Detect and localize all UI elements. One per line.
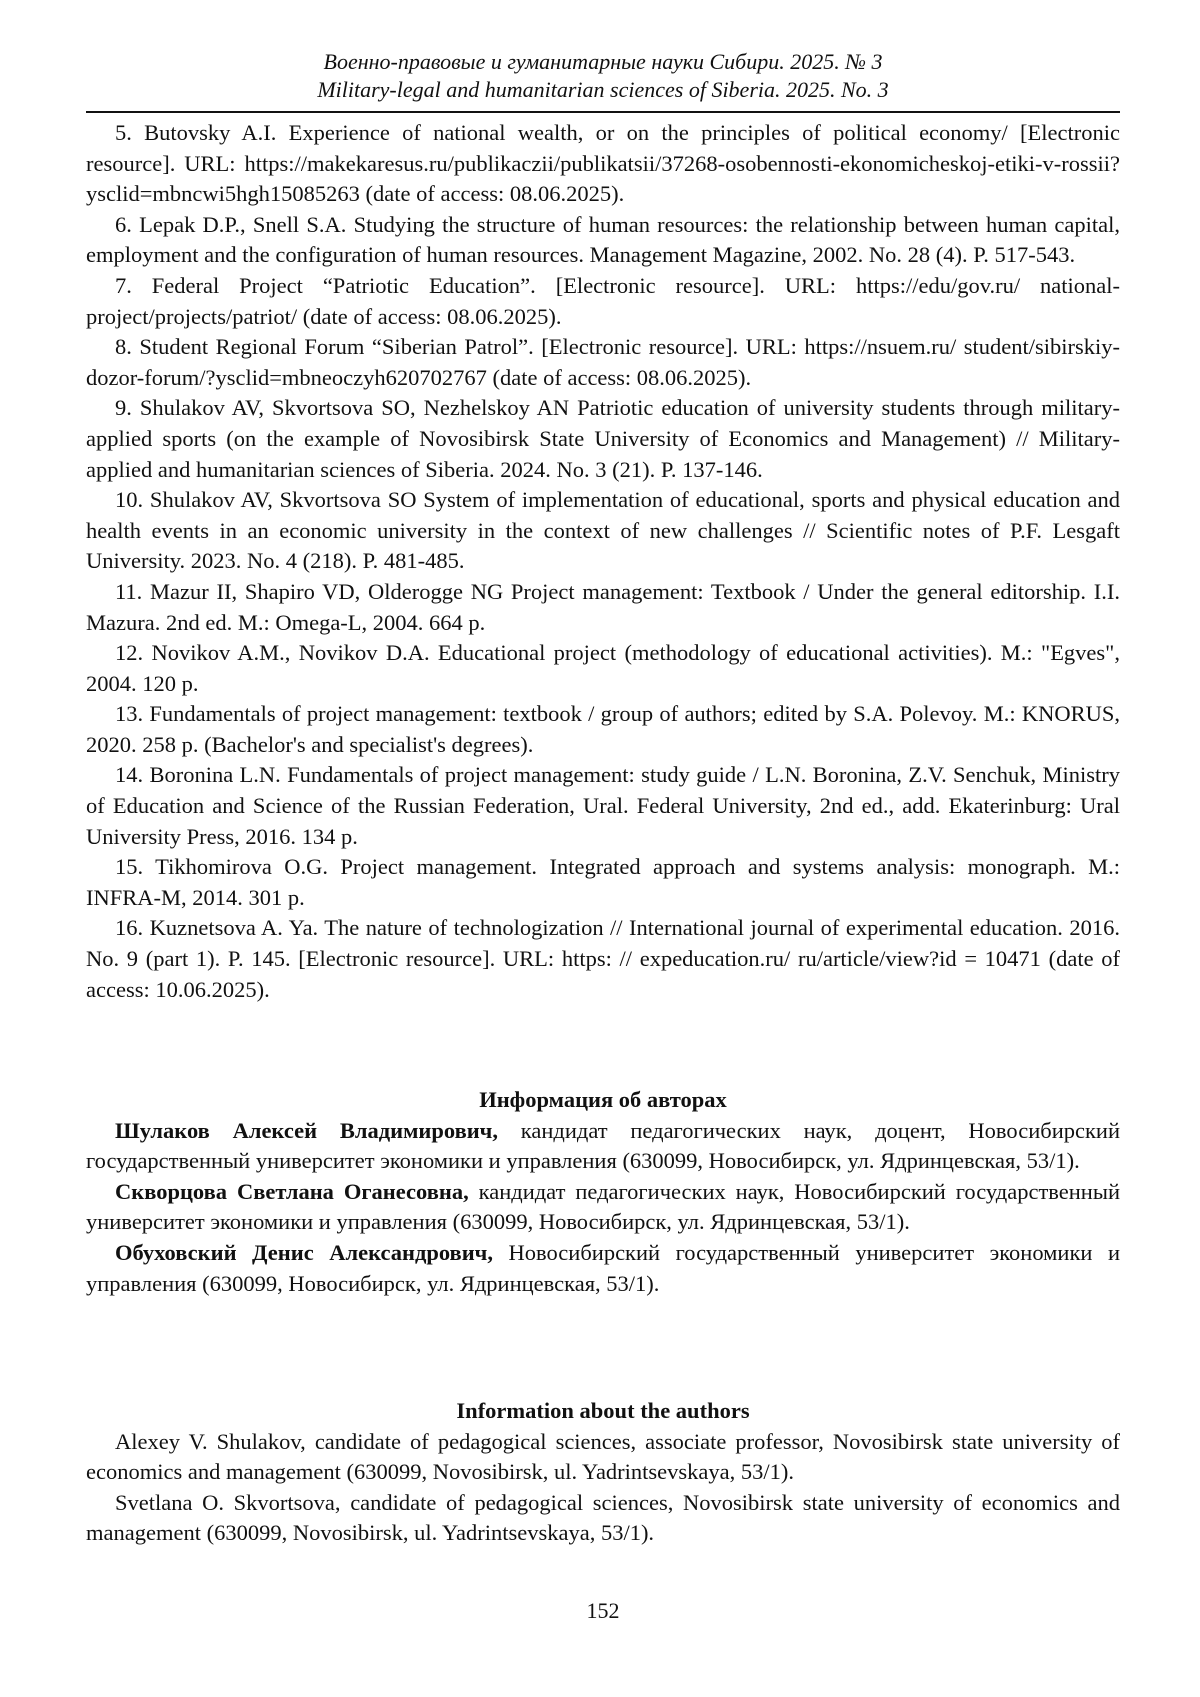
reference-item: 10. Shulakov AV, Skvortsova SO System of implementation of educational, sports and physical education and health events in an economic university in the context of new challenges // Scientific notes of P.F. Lesgaft University. 2023. No. 4 (218). P. 481-485. bbox=[86, 487, 1120, 574]
reference-item: 9. Shulakov AV, Skvortsova SO, Nezhelskoy AN Patriotic education of university students through military-applied sports (on the example of Novosibirsk State University of Economics and Management) // Military-applied and humanitarian sciences of Siberia. 2024. No. 3 (21). P. 137-146. bbox=[86, 395, 1120, 482]
author-entry-en: Svetlana O. Skvortsova, candidate of pedagogical sciences, Novosibirsk state university of economics and management (630099, Novosibirsk, ul. Yadrintsevskaya, 53/1). bbox=[86, 1489, 1120, 1546]
author-name: Скворцова Светлана Оганесовна, bbox=[115, 1178, 469, 1204]
author-name: Шулаков Алексей Владимирович, bbox=[115, 1117, 498, 1143]
author-entry-en: Alexey V. Shulakov, candidate of pedagogical sciences, associate professor, Novosibirsk state university of economics and management (630099, Novosibirsk, ul. Yadrintsevskaya, 53/1). bbox=[86, 1428, 1120, 1485]
authors-en-title: Information about the authors bbox=[456, 1398, 750, 1423]
reference-item: 13. Fundamentals of project management: textbook / group of authors; edited by S.A. Polevoy. M.: KNORUS, 2020. 258 p. (Bachelor's and specialist's degrees). bbox=[86, 701, 1120, 757]
author-entry bbox=[86, 1116, 1120, 1177]
reference-list bbox=[86, 118, 1120, 1005]
author-details: кандидат педагогических наук, доцент, Новосибирский государственный университет экономики и управления (630099, Новосибирск, ул. Ядринцевская, 53/1). bbox=[86, 1117, 1120, 1174]
author-entry bbox=[86, 1238, 1120, 1299]
reference-item: 16. Kuznetsova A. Ya. The nature of technologization // International journal of experimental education. 2016. No. 9 (part 1). P. 145. [Electronic resource]. URL: https: // expeducation.ru/ ru/article/view?id = 10471 (date of access: 10.06.2025). bbox=[86, 915, 1120, 1002]
header-rule bbox=[86, 111, 1120, 113]
journal-title-ru: Военно-правовые и гуманитарные науки Сибири. 2025. № 3 bbox=[323, 49, 883, 74]
reference-item: 6. Lepak D.P., Snell S.A. Studying the structure of human resources: the relationship between human capital, employment and the configuration of human resources. Management Magazine, 2002. No. 28 (4). P. 517-543. bbox=[86, 211, 1120, 268]
author-details: Новосибирский государственный университет экономики и управления (630099, Новосибирск, ул. Ядринцевская, 53/1). bbox=[86, 1239, 1120, 1296]
reference-item: 5. Butovsky A.I. Experience of national wealth, or on the principles of political economy/ [Electronic resource]. URL: https://makekaresus.ru/publikaczii/publikatsii/37268-osobennosti-ekonomicheskoj-etiki-v-rossii?ysclid=mbncwi5hgh15085263 (date of access: 08.06.2025). bbox=[86, 120, 1120, 207]
page-number: 152 bbox=[586, 1598, 620, 1623]
authors-ru-title: Информация об авторах bbox=[479, 1087, 727, 1112]
author-details: кандидат педагогических наук, Новосибирский государственный университет экономики и управления (630099, Новосибирск, ул. Ядринцевская, 53/1). bbox=[86, 1178, 1120, 1235]
reference-item: 11. Mazur II, Shapiro VD, Olderogge NG Project management: Textbook / Under the general editorship. I.I. Mazura. 2nd ed. M.: Omega-L, 2004. 664 p. bbox=[86, 578, 1120, 635]
reference-item: 8. Student Regional Forum “Siberian Patrol”. [Electronic resource]. URL: https://nsuem.ru/ student/sibirskiy-dozor-forum/?ysclid=mbneoczyh620702767 (date of access: 08.06.2025). bbox=[86, 334, 1120, 390]
author-entry bbox=[86, 1177, 1120, 1238]
reference-item: 7. Federal Project “Patriotic Education”. [Electronic resource]. URL: https://edu/gov.ru/ national-project/projects/patriot/ (date of access: 08.06.2025). bbox=[86, 272, 1120, 329]
journal-header bbox=[86, 48, 1120, 104]
reference-item: 12. Novikov A.M., Novikov D.A. Educational project (methodology of educational activities). M.: "Egves", 2004. 120 p. bbox=[86, 640, 1120, 696]
reference-item: 15. Tikhomirova O.G. Project management. Integrated approach and systems analysis: monograph. M.: INFRA-M, 2014. 301 p. bbox=[86, 854, 1120, 910]
authors-info-ru bbox=[86, 1085, 1120, 1299]
authors-info-en bbox=[86, 1396, 1120, 1549]
author-name: Обуховский Денис Александрович, bbox=[115, 1239, 493, 1265]
journal-title-en: Military-legal and humanitarian sciences of Siberia. 2025. No. 3 bbox=[317, 77, 889, 102]
reference-item: 14. Boronina L.N. Fundamentals of project management: study guide / L.N. Boronina, Z.V. Senchuk, Ministry of Education and Science of the Russian Federation, Ural. Federal University, 2nd ed., add. Ekaterinburg: Ural University Press, 2016. 134 p. bbox=[86, 762, 1120, 849]
